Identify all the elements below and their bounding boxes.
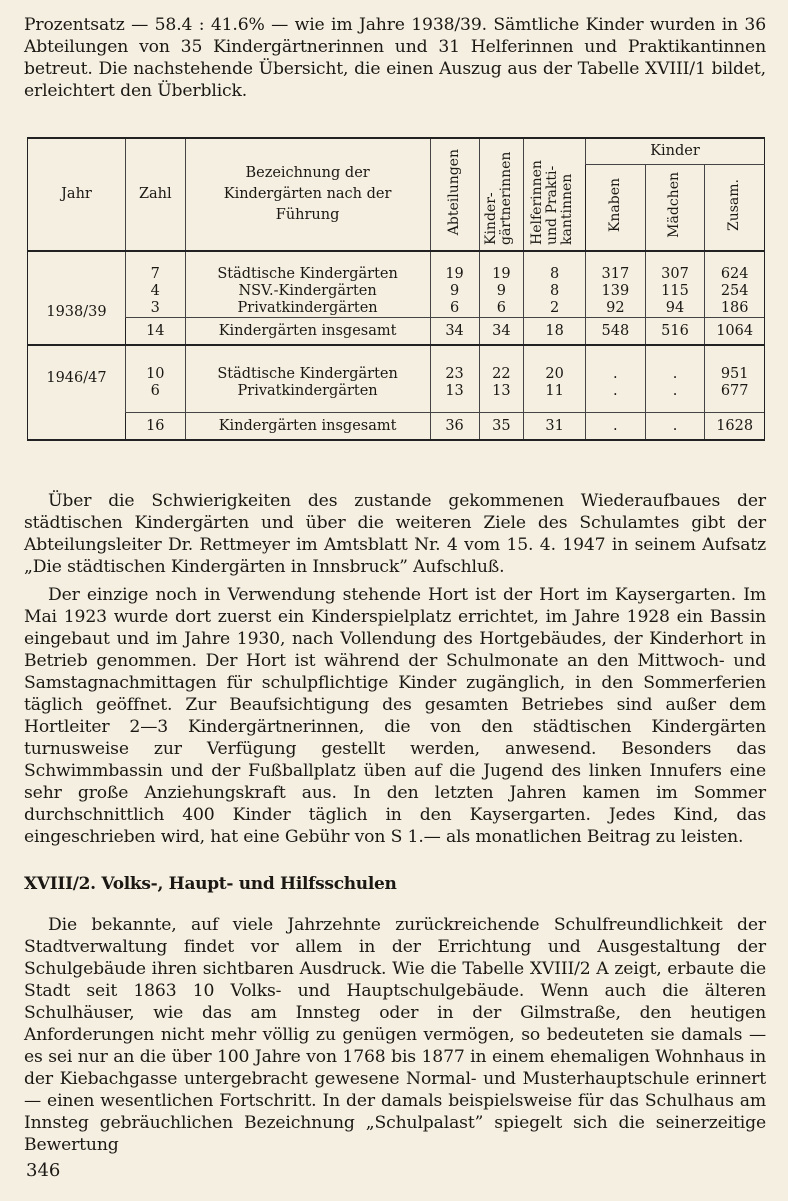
value-cell: 6 bbox=[449, 300, 460, 316]
value-cell: . bbox=[613, 366, 618, 382]
header-kindergaertnerinnen: Kinder-gärtnerinnen bbox=[483, 151, 515, 245]
zahl-cell: 3 bbox=[150, 300, 160, 316]
zahl-cell: 14 bbox=[125, 318, 185, 346]
value-cell: 13 bbox=[492, 383, 511, 399]
name-cell: NSV.-Kindergärten bbox=[238, 283, 377, 299]
year-cell: 1938/39 bbox=[28, 251, 126, 345]
value-cell: 115 bbox=[661, 283, 689, 299]
kindergarten-table bbox=[27, 137, 765, 441]
zahl-cell: 10 bbox=[146, 366, 165, 382]
paragraph-hort: Der einzige noch in Verwendung stehende Hort ist der Hort im Kaysergarten. Im Mai 1923 wurde dort zuerst ein Kinderspielplatz errichtet, im Jahre 1928 ein Bassin eingebaut und im Jahre 1930, nach Vollendung des Hortgebäudes, der Kinderhort in Betrieb genommen. Der Hort ist während der Schulmonate an den Mittwoch- und Samstagnachmittagen für schulpflichtige Kinder zugänglich, in den Sommerferien täglich geöffnet. Zur Beaufsichtigung des gesamten Betriebes sind außer dem Hortleiter 2—3 Kindergärtnerinnen, die von den städtischen Kindergärten turnusweise zur Verfügung gestellt werden, anwesend. Besonders das Schwimmbassin und der Fußballplatz üben auf die Jugend des linken Innufers eine sehr große Anziehungskraft aus. In den letzten Jahren kamen im Sommer durchschnittlich 400 Kinder täglich in den Kaysergarten. Jedes Kind, das eingeschrieben wird, hat eine Gebühr von S 1.— als monatlichen Beitrag zu leisten. bbox=[24, 585, 766, 847]
value-cell: 23 bbox=[445, 366, 464, 382]
year-cell: 1946/47 bbox=[28, 345, 126, 440]
table-total-row bbox=[28, 318, 765, 346]
name-cell: Kindergärten insgesamt bbox=[185, 413, 430, 441]
value-cell: 8 bbox=[550, 266, 560, 282]
name-cell: Privatkindergärten bbox=[237, 383, 378, 399]
header-bezeichnung: Bezeichnung der Kindergärten nach der Führung bbox=[185, 138, 430, 251]
page-number: 346 bbox=[26, 1160, 61, 1181]
value-cell: 9 bbox=[496, 283, 507, 299]
header-jahr: Jahr bbox=[28, 138, 126, 251]
value-cell: 34 bbox=[430, 318, 479, 346]
value-cell: 19 bbox=[445, 266, 464, 282]
header-kinder: Kinder bbox=[586, 138, 765, 164]
value-cell: 951 bbox=[720, 366, 749, 382]
table-row bbox=[28, 251, 765, 318]
value-cell: . bbox=[672, 383, 678, 399]
value-cell: . bbox=[645, 413, 705, 441]
value-cell: 548 bbox=[586, 318, 646, 346]
header-abteilungen: Abteilungen bbox=[446, 148, 463, 236]
value-cell: 22 bbox=[492, 366, 511, 382]
zahl-cell: 4 bbox=[150, 283, 160, 299]
value-cell: 34 bbox=[479, 318, 524, 346]
value-cell: 94 bbox=[665, 300, 685, 316]
value-cell: 624 bbox=[720, 266, 749, 282]
value-cell: 31 bbox=[524, 413, 586, 441]
value-cell: 677 bbox=[720, 383, 749, 399]
value-cell: . bbox=[613, 383, 618, 399]
table-total-row bbox=[28, 413, 765, 441]
value-cell: 6 bbox=[496, 300, 507, 316]
value-cell: 36 bbox=[430, 413, 479, 441]
section-heading: XVIII/2. Volks-, Haupt- und Hilfsschulen bbox=[24, 874, 397, 894]
value-cell: 19 bbox=[492, 266, 511, 282]
value-cell: 13 bbox=[445, 383, 464, 399]
value-cell: 1064 bbox=[705, 318, 765, 346]
zahl-cell: 16 bbox=[125, 413, 185, 441]
header-zahl: Zahl bbox=[125, 138, 185, 251]
header-maedchen: Mädchen bbox=[666, 172, 683, 238]
value-cell: 20 bbox=[545, 366, 564, 382]
value-cell: 139 bbox=[601, 283, 630, 299]
value-cell: 8 bbox=[550, 283, 560, 299]
header-knaben: Knaben bbox=[606, 177, 623, 232]
value-cell: 317 bbox=[601, 266, 630, 282]
name-cell: Privatkindergärten bbox=[237, 300, 378, 316]
name-cell: Kindergärten insgesamt bbox=[185, 318, 430, 346]
value-cell: 186 bbox=[720, 300, 749, 316]
zahl-cell: 7 bbox=[150, 266, 160, 282]
paragraph-wiederaufbau: Über die Schwierigkeiten des zustande gekommenen Wiederaufbaues der städtischen Kindergärten und über die weiteren Ziele des Schulamtes gibt der Abteilungsleiter Dr. Rettmeyer im Amtsblatt Nr. 4 vom 15. 4. 1947 in seinem Aufsatz „Die städtischen Kindergärten in Innsbruck” Aufschluß. bbox=[24, 491, 766, 577]
value-cell: 35 bbox=[479, 413, 524, 441]
value-cell: . bbox=[672, 366, 678, 382]
header-zusam: Zusam. bbox=[726, 178, 743, 231]
value-cell: 1628 bbox=[705, 413, 765, 441]
value-cell: 9 bbox=[449, 283, 460, 299]
value-cell: 2 bbox=[550, 300, 560, 316]
value-cell: 516 bbox=[645, 318, 705, 346]
intro-paragraph: Prozentsatz — 58.4 : 41.6% — wie im Jahre 1938/39. Sämtliche Kinder wurden in 36 Abteilungen von 35 Kindergärtnerinnen und 31 Helferinnen und Praktikantinnen betreut. Die nachstehende Übersicht, die einen Auszug aus der Tabelle XVIII/1 bildet, erleichtert den Überblick. bbox=[24, 15, 766, 101]
zahl-cell: 6 bbox=[150, 383, 160, 399]
table-row bbox=[28, 345, 765, 413]
name-cell: Städtische Kindergärten bbox=[217, 366, 398, 382]
value-cell: 18 bbox=[524, 318, 586, 346]
value-cell: 307 bbox=[661, 266, 689, 282]
header-helferinnen: Helferinnen und Prakti-kantinnen bbox=[528, 160, 575, 245]
value-cell: 92 bbox=[606, 300, 625, 316]
paragraph-schulen: Die bekannte, auf viele Jahrzehnte zurückreichende Schulfreundlichkeit der Stadtverwaltung findet vor allem in der Errichtung und Ausgestaltung der Schulgebäude ihren sichtbaren Ausdruck. Wie die Tabelle XVIII/2 A zeigt, erbaute die Stadt seit 1863 10 Volks- und Hauptschulgebäude. Wenn auch die älteren Schulhäuser, wie das am Innsteg oder in der Gilmstraße, den heutigen Anforderungen nicht mehr völlig zu genügen vermögen, so bedeuteten sie damals — es sei nur an die über 100 Jahre von 1768 bis 1877 in einem ehemaligen Wohnhaus in der Kiebachgasse untergebracht gewesene Normal- und Musterhauptschule erinnert — einen wesentlichen Fortschritt. In der damals beispielsweise für das Schulhaus am Innsteg gebräuchlichen Bezeichnung „Schulpalast” spiegelt sich die seinerzeitige Bewertung bbox=[24, 915, 766, 1155]
name-cell: Städtische Kindergärten bbox=[217, 266, 398, 282]
value-cell: 254 bbox=[720, 283, 749, 299]
value-cell: 11 bbox=[545, 383, 564, 399]
value-cell: . bbox=[586, 413, 646, 441]
